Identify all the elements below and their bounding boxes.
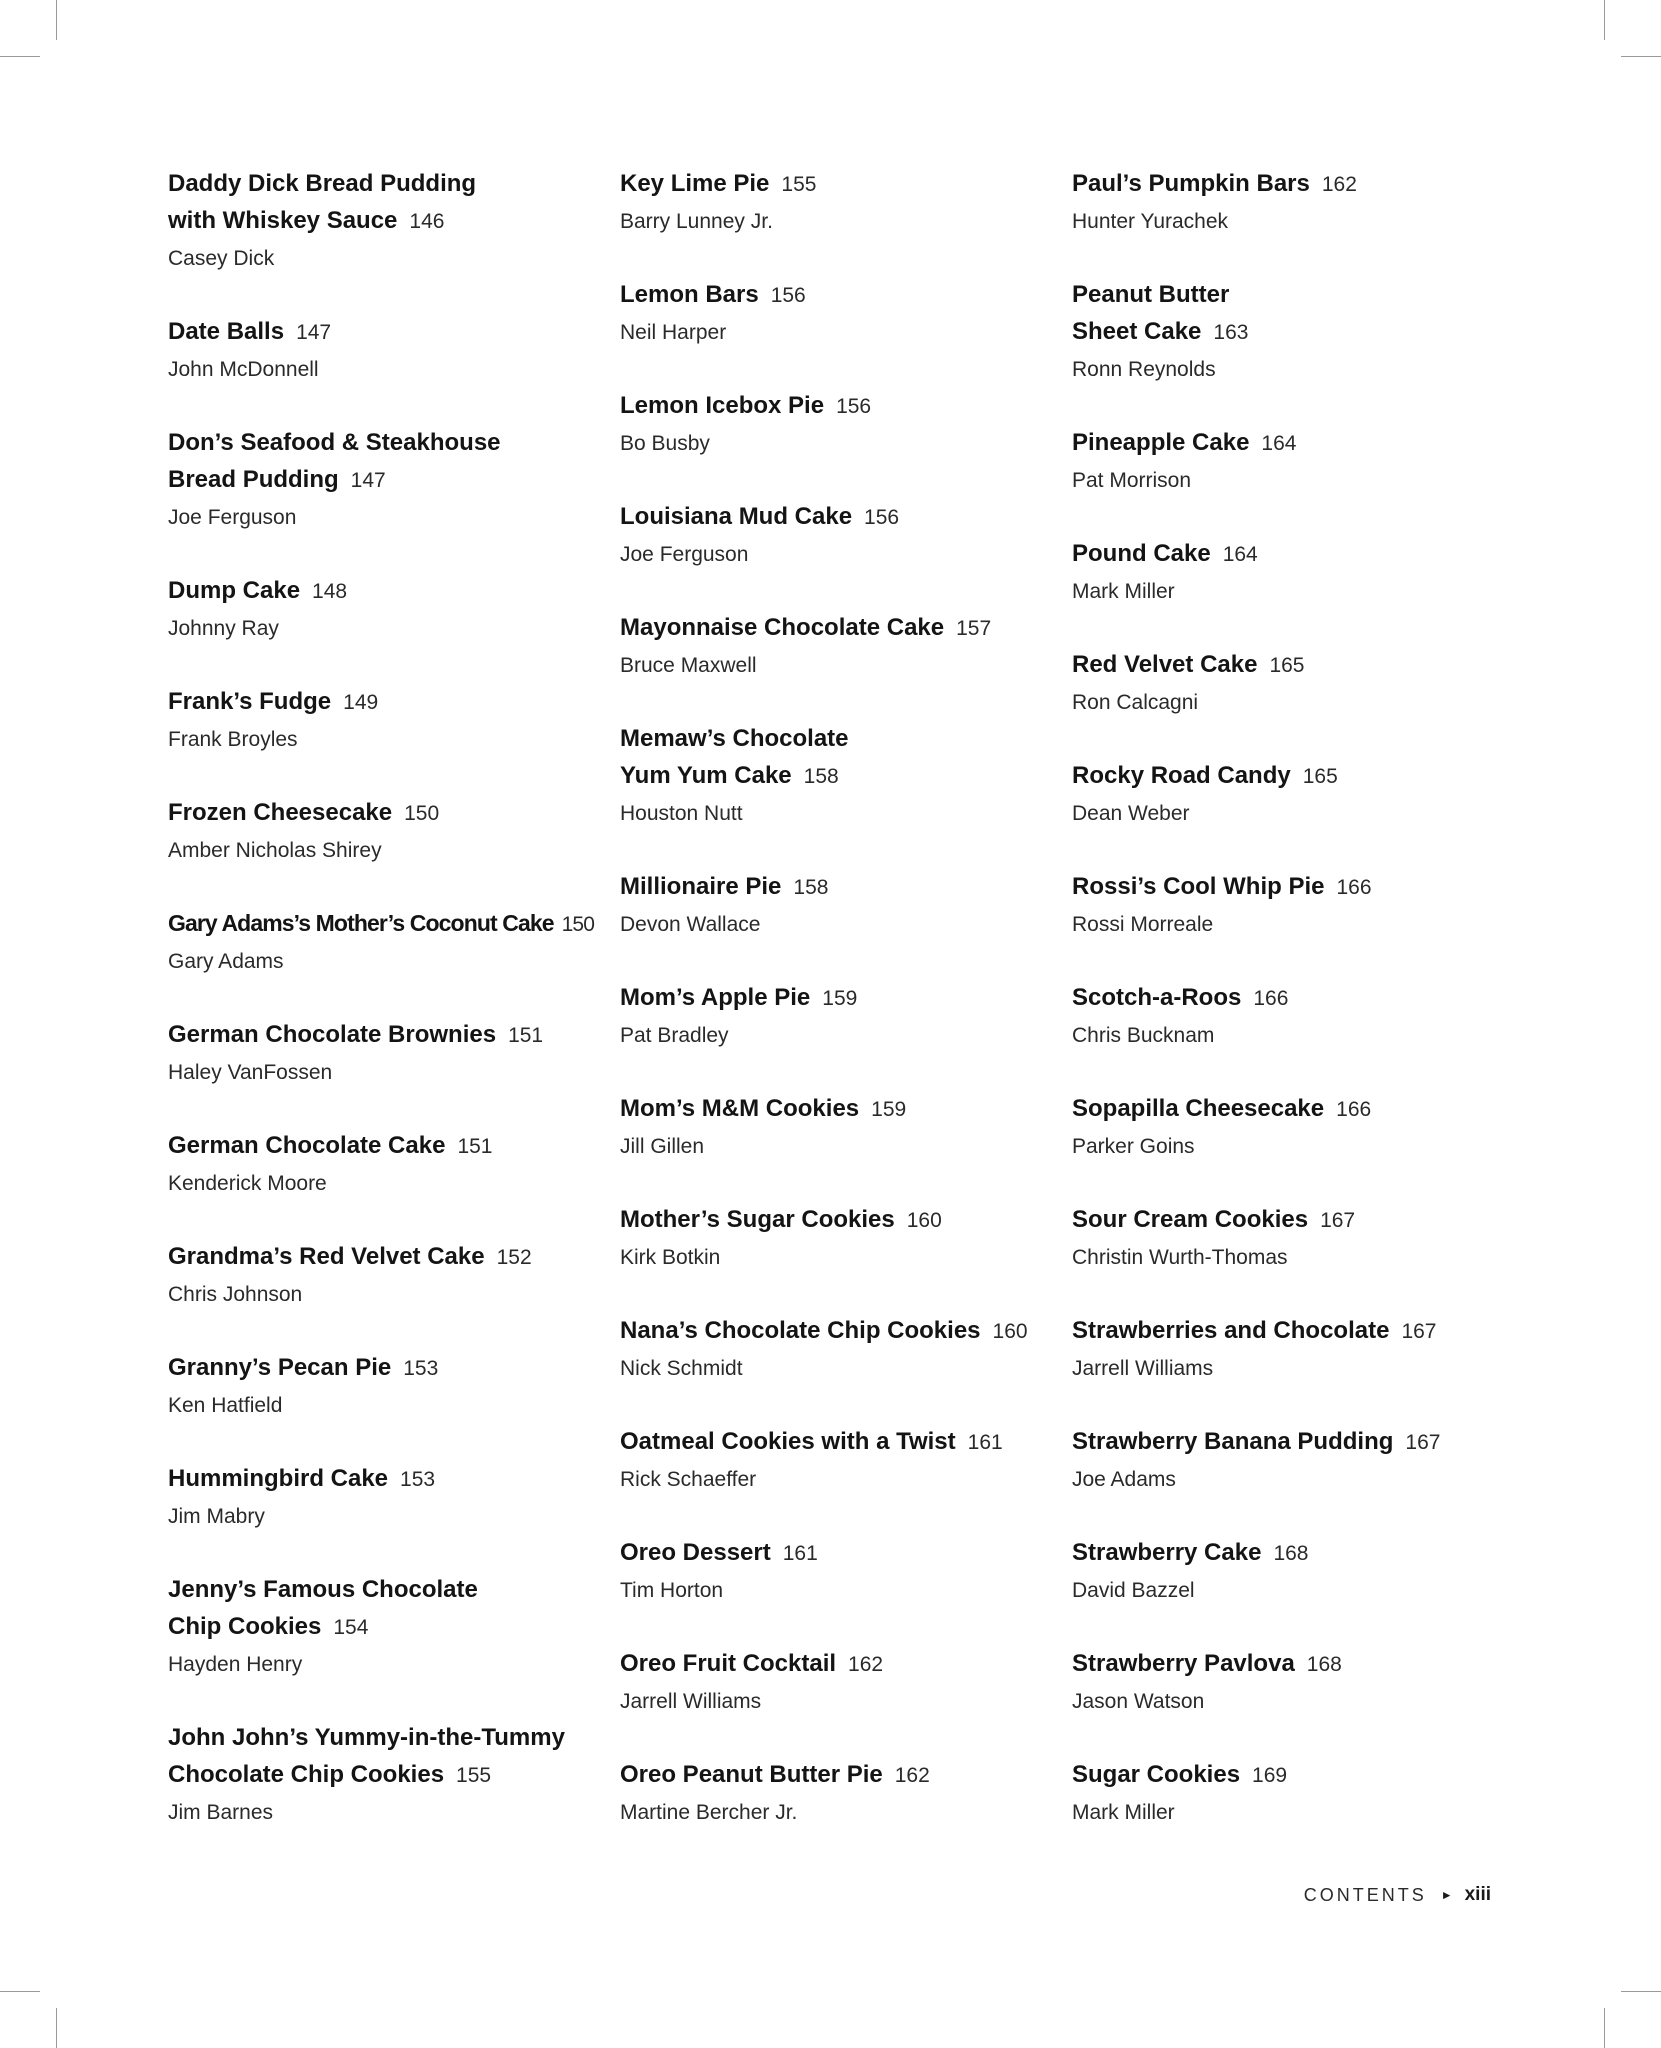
recipe-title-text: Grandma’s Red Velvet Cake — [168, 1243, 485, 1270]
page-number: 168 — [1273, 1542, 1309, 1565]
recipe-title — [1072, 1645, 1502, 1683]
recipe-title-text: with Whiskey Sauce — [168, 207, 398, 234]
page-number: 169 — [1252, 1764, 1288, 1787]
page-number: 158 — [793, 876, 829, 899]
recipe-title — [168, 1719, 598, 1794]
recipe-title — [620, 1534, 1050, 1572]
page-number: 160 — [906, 1209, 942, 1232]
recipe-title-text: Strawberry Pavlova — [1072, 1650, 1295, 1677]
page-number: 151 — [508, 1024, 544, 1047]
contents-entry — [1072, 757, 1502, 832]
recipe-title-text: Lemon Icebox Pie — [620, 392, 825, 419]
contents-entry — [620, 1645, 1050, 1720]
recipe-title — [620, 1645, 1050, 1683]
recipe-title-line — [168, 165, 598, 202]
page-number: 148 — [312, 580, 348, 603]
contributor-name: David Bazzel — [1072, 1579, 1195, 1602]
contents-entry — [1072, 868, 1502, 943]
recipe-title-text: Memaw’s Chocolate — [620, 725, 849, 752]
page-number: 154 — [333, 1616, 369, 1639]
triangle-right-icon: ► — [1440, 1888, 1453, 1902]
contributor-name: Dean Weber — [1072, 802, 1190, 825]
recipe-title-line — [620, 165, 1050, 203]
recipe-title-text: Nana’s Chocolate Chip Cookies — [620, 1317, 981, 1344]
recipe-title — [168, 165, 598, 240]
contents-entry — [620, 720, 1050, 832]
page-number: 147 — [350, 469, 386, 492]
running-footer-label: CONTENTS — [1303, 1884, 1427, 1905]
contents-entry — [620, 165, 1050, 240]
recipe-title-line — [168, 1127, 598, 1165]
recipe-title-text: Mayonnaise Chocolate Cake — [620, 614, 945, 641]
recipe-title-text: Chip Cookies — [168, 1613, 322, 1640]
contributor-name: Johnny Ray — [168, 617, 279, 640]
recipe-title-text: German Chocolate Cake — [168, 1132, 446, 1159]
page-number: 159 — [871, 1098, 907, 1121]
recipe-title — [620, 609, 1050, 647]
contents-entry — [168, 794, 598, 869]
recipe-title-text: Strawberry Banana Pudding — [1072, 1428, 1394, 1455]
recipe-title-text: Key Lime Pie — [620, 170, 770, 197]
recipe-title — [620, 1201, 1050, 1239]
crop-mark — [1604, 2008, 1605, 2048]
contributor-name: Joe Ferguson — [168, 506, 297, 529]
crop-mark — [1604, 0, 1605, 40]
recipe-title — [1072, 165, 1502, 203]
crop-mark — [1621, 56, 1661, 57]
recipe-title-line — [620, 498, 1050, 536]
recipe-title-text: Oreo Dessert — [620, 1539, 771, 1566]
recipe-title-text: Sopapilla Cheesecake — [1072, 1095, 1325, 1122]
contributor-name: Jarrell Williams — [1072, 1357, 1214, 1380]
recipe-title-text: Rocky Road Candy — [1072, 762, 1291, 789]
page-number: 158 — [803, 765, 839, 788]
recipe-title — [168, 1127, 598, 1165]
recipe-title-text: Pineapple Cake — [1072, 429, 1250, 456]
contributor-name: Ron Calcagni — [1072, 691, 1199, 714]
recipe-title-line — [168, 1571, 598, 1608]
page-number: 153 — [400, 1468, 436, 1491]
contributor-name: Mark Miller — [1072, 1801, 1175, 1824]
contents-column-2 — [620, 165, 1050, 1867]
contents-entry — [1072, 1645, 1502, 1720]
page-number: 167 — [1320, 1209, 1356, 1232]
recipe-title-text: Strawberry Cake — [1072, 1539, 1262, 1566]
crop-mark — [56, 0, 57, 40]
recipe-title-text: Rossi’s Cool Whip Pie — [1072, 873, 1325, 900]
page-number: 156 — [836, 395, 872, 418]
crop-mark — [0, 1991, 40, 1992]
recipe-title-line — [620, 387, 1050, 425]
recipe-title-line — [168, 1756, 598, 1794]
recipe-title-line — [620, 609, 1050, 647]
recipe-title-text: Louisiana Mud Cake — [620, 503, 853, 530]
page-number: 149 — [343, 691, 379, 714]
contributor-name: John McDonnell — [168, 358, 319, 381]
contents-entry — [620, 387, 1050, 462]
contents-entry — [168, 1238, 598, 1313]
recipe-title — [168, 794, 598, 832]
recipe-title — [620, 498, 1050, 536]
recipe-title-text: Don’s Seafood & Steakhouse — [168, 429, 501, 456]
page-number: 161 — [967, 1431, 1003, 1454]
page-number: 151 — [457, 1135, 493, 1158]
page-number: 150 — [404, 802, 440, 825]
contents-entry — [1072, 1423, 1502, 1498]
recipe-title-text: Red Velvet Cake — [1072, 651, 1258, 678]
recipe-title-text: Peanut Butter — [1072, 281, 1230, 308]
recipe-title-text: Jenny’s Famous Chocolate — [168, 1576, 478, 1603]
page-number: 162 — [1321, 173, 1357, 196]
page-number: 166 — [1336, 876, 1372, 899]
recipe-title-line — [1072, 1756, 1502, 1794]
page-number: 156 — [770, 284, 806, 307]
recipe-title-line — [168, 1238, 598, 1276]
page-number: 162 — [848, 1653, 884, 1676]
recipe-title-line — [620, 979, 1050, 1017]
recipe-title — [1072, 1756, 1502, 1794]
recipe-title — [620, 1756, 1050, 1794]
recipe-title — [168, 1016, 598, 1054]
contributor-name: Frank Broyles — [168, 728, 298, 751]
recipe-title-text: Bread Pudding — [168, 466, 339, 493]
recipe-title-text: Oreo Fruit Cocktail — [620, 1650, 837, 1677]
contents-entry — [1072, 646, 1502, 721]
recipe-title-text: Granny’s Pecan Pie — [168, 1354, 392, 1381]
recipe-title-line — [1072, 313, 1502, 351]
recipe-title-text: Strawberries and Chocolate — [1072, 1317, 1390, 1344]
page-number: 167 — [1401, 1320, 1437, 1343]
recipe-title — [1072, 979, 1502, 1017]
page-number: 168 — [1306, 1653, 1342, 1676]
contents-entry — [620, 276, 1050, 351]
contributor-name: Neil Harper — [620, 321, 727, 344]
contents-entry — [1072, 276, 1502, 388]
recipe-title-text: Mom’s Apple Pie — [620, 984, 811, 1011]
recipe-title-text: Frozen Cheesecake — [168, 799, 393, 826]
page-number: 167 — [1405, 1431, 1441, 1454]
recipe-title-text: Oatmeal Cookies with a Twist — [620, 1428, 956, 1455]
recipe-title-line — [1072, 1312, 1502, 1350]
contents-entry — [168, 1719, 598, 1831]
contributor-name: Amber Nicholas Shirey — [168, 839, 382, 862]
recipe-title-text: Sugar Cookies — [1072, 1761, 1241, 1788]
recipe-title-text: Frank’s Fudge — [168, 688, 332, 715]
recipe-title-line — [1072, 1423, 1502, 1461]
recipe-title-line — [1072, 646, 1502, 684]
recipe-title — [1072, 1201, 1502, 1239]
recipe-title — [620, 276, 1050, 314]
contributor-name: Martine Bercher Jr. — [620, 1801, 798, 1824]
contributor-name: Chris Johnson — [168, 1283, 303, 1306]
recipe-title-line — [168, 1460, 598, 1498]
recipe-title-line — [620, 868, 1050, 906]
contributor-name: Jill Gillen — [620, 1135, 705, 1158]
page-number: 150 — [561, 913, 594, 936]
contributor-name: Chris Bucknam — [1072, 1024, 1215, 1047]
page-number: 159 — [822, 987, 858, 1010]
contributor-name: Jason Watson — [1072, 1690, 1205, 1713]
recipe-title-line — [620, 1201, 1050, 1239]
recipe-title-text: Dump Cake — [168, 577, 301, 604]
page-number: 157 — [956, 617, 992, 640]
contents-entry — [620, 1423, 1050, 1498]
page-number: 160 — [992, 1320, 1028, 1343]
contents-entry — [168, 1571, 598, 1683]
contributor-name: Haley VanFossen — [168, 1061, 333, 1084]
contributor-name: Ken Hatfield — [168, 1394, 283, 1417]
recipe-title-line — [620, 276, 1050, 314]
contributor-name: Houston Nutt — [620, 802, 743, 825]
recipe-title-line — [168, 202, 598, 240]
page-number: 166 — [1253, 987, 1289, 1010]
recipe-title — [620, 1312, 1050, 1350]
recipe-title-text: Paul’s Pumpkin Bars — [1072, 170, 1310, 197]
recipe-title — [1072, 535, 1502, 573]
contributor-name: Joe Ferguson — [620, 543, 749, 566]
contributor-name: Bruce Maxwell — [620, 654, 757, 677]
recipe-title-text: Date Balls — [168, 318, 285, 345]
contributor-name: Rick Schaeffer — [620, 1468, 757, 1491]
contents-entry — [1072, 1090, 1502, 1165]
recipe-title — [620, 165, 1050, 203]
recipe-title — [620, 979, 1050, 1017]
crop-mark — [1621, 1991, 1661, 1992]
recipe-title-line — [1072, 1534, 1502, 1572]
contents-entry — [168, 1460, 598, 1535]
recipe-title — [1072, 276, 1502, 351]
recipe-title-line — [168, 1608, 598, 1646]
contents-entry — [620, 979, 1050, 1054]
recipe-title-line — [1072, 1090, 1502, 1128]
contents-entry — [168, 1016, 598, 1091]
recipe-title — [620, 387, 1050, 425]
contents-entry — [1072, 979, 1502, 1054]
recipe-title-text: Millionaire Pie — [620, 873, 782, 900]
contents-entry — [620, 1756, 1050, 1831]
recipe-title-text: Oreo Peanut Butter Pie — [620, 1761, 883, 1788]
contributor-name: Hayden Henry — [168, 1653, 303, 1676]
recipe-title-text: Hummingbird Cake — [168, 1465, 389, 1492]
crop-mark — [56, 2008, 57, 2048]
contents-entry — [620, 1312, 1050, 1387]
recipe-title-text: Mother’s Sugar Cookies — [620, 1206, 895, 1233]
recipe-title-text: Sour Cream Cookies — [1072, 1206, 1309, 1233]
contributor-name: Casey Dick — [168, 247, 275, 270]
contributor-name: Pat Morrison — [1072, 469, 1192, 492]
contents-entry — [1072, 535, 1502, 610]
contributor-name: Joe Adams — [1072, 1468, 1176, 1491]
crop-mark — [0, 56, 40, 57]
recipe-title-line — [620, 1756, 1050, 1794]
contents-entry — [168, 165, 598, 277]
recipe-title-text: Lemon Bars — [620, 281, 759, 308]
page-number: 162 — [894, 1764, 930, 1787]
recipe-title — [1072, 424, 1502, 462]
contents-entry — [1072, 424, 1502, 499]
contents-entry — [1072, 1534, 1502, 1609]
contents-entry — [168, 1349, 598, 1424]
recipe-title-line — [168, 683, 598, 721]
page-number: 166 — [1336, 1098, 1372, 1121]
page-number: 165 — [1302, 765, 1338, 788]
contributor-name: Barry Lunney Jr. — [620, 210, 773, 233]
recipe-title-line — [168, 794, 598, 832]
contents-entry — [1072, 1312, 1502, 1387]
contributor-name: Jim Mabry — [168, 1505, 265, 1528]
contributor-name: Parker Goins — [1072, 1135, 1195, 1158]
contributor-name: Kenderick Moore — [168, 1172, 327, 1195]
recipe-title — [620, 1423, 1050, 1461]
recipe-title — [1072, 1423, 1502, 1461]
contents-entry — [620, 498, 1050, 573]
recipe-title — [1072, 1312, 1502, 1350]
recipe-title — [1072, 1534, 1502, 1572]
recipe-title-line — [620, 1423, 1050, 1461]
contributor-name: Kirk Botkin — [620, 1246, 721, 1269]
page-number: 161 — [782, 1542, 818, 1565]
page-number: 147 — [296, 321, 332, 344]
page-number: xiii — [1464, 1884, 1491, 1905]
contents-entry — [620, 1090, 1050, 1165]
contents-entry — [1072, 1201, 1502, 1276]
contents-entry — [620, 609, 1050, 684]
recipe-title-line — [168, 1016, 598, 1054]
page-number: 153 — [403, 1357, 439, 1380]
recipe-title-line — [620, 757, 1050, 795]
recipe-title-line — [620, 1645, 1050, 1683]
recipe-title-text: Sheet Cake — [1072, 318, 1202, 345]
recipe-title — [1072, 868, 1502, 906]
recipe-title-line — [168, 1719, 598, 1756]
recipe-title-text: Gary Adams’s Mother’s Coconut Cake — [168, 910, 554, 936]
recipe-title — [1072, 757, 1502, 795]
contributor-name: Rossi Morreale — [1072, 913, 1214, 936]
recipe-title-text: Yum Yum Cake — [620, 762, 792, 789]
recipe-title-line — [1072, 979, 1502, 1017]
recipe-title-line — [168, 461, 598, 499]
contributor-name: Tim Horton — [620, 1579, 724, 1602]
recipe-title — [620, 1090, 1050, 1128]
contents-entry — [1072, 1756, 1502, 1831]
page-number: 156 — [864, 506, 900, 529]
contributor-name: Christin Wurth-Thomas — [1072, 1246, 1288, 1269]
recipe-title-line — [1072, 165, 1502, 203]
recipe-title — [168, 1460, 598, 1498]
recipe-title-line — [168, 572, 598, 610]
page-number: 164 — [1222, 543, 1258, 566]
recipe-title-line — [168, 424, 598, 461]
recipe-title — [1072, 646, 1502, 684]
contributor-name: Jarrell Williams — [620, 1690, 762, 1713]
contributor-name: Nick Schmidt — [620, 1357, 743, 1380]
recipe-title-text: Scotch-a-Roos — [1072, 984, 1242, 1011]
contributor-name: Ronn Reynolds — [1072, 358, 1216, 381]
recipe-title-line — [1072, 868, 1502, 906]
recipe-title — [620, 720, 1050, 795]
contributor-name: Hunter Yurachek — [1072, 210, 1229, 233]
contents-entry — [620, 1201, 1050, 1276]
contents-entry — [168, 683, 598, 758]
recipe-title-line — [168, 905, 598, 943]
recipe-title-line — [1072, 535, 1502, 573]
contributor-name: Jim Barnes — [168, 1801, 274, 1824]
recipe-title-line — [620, 1534, 1050, 1572]
page-number: 165 — [1269, 654, 1305, 677]
recipe-title-text: German Chocolate Brownies — [168, 1021, 497, 1048]
recipe-title-line — [168, 1349, 598, 1387]
recipe-title-line — [168, 313, 598, 351]
contributor-name: Gary Adams — [168, 950, 284, 973]
recipe-title — [168, 1349, 598, 1387]
recipe-title-line — [1072, 1645, 1502, 1683]
recipe-title-line — [1072, 424, 1502, 462]
contents-column-3 — [1072, 165, 1502, 1867]
contents-entry — [168, 313, 598, 388]
contributor-name: Devon Wallace — [620, 913, 761, 936]
contents-column-1 — [168, 165, 598, 1867]
page-number: 152 — [496, 1246, 532, 1269]
recipe-title — [168, 424, 598, 499]
page-number: 155 — [456, 1764, 492, 1787]
recipe-title-text: John John’s Yummy-in-the-Tummy — [168, 1724, 565, 1751]
recipe-title — [168, 1238, 598, 1276]
recipe-title-line — [620, 1312, 1050, 1350]
contents-entry — [168, 424, 598, 536]
recipe-title — [168, 572, 598, 610]
contributor-name: Bo Busby — [620, 432, 710, 455]
contents-entry — [168, 572, 598, 647]
contents-entry — [620, 1534, 1050, 1609]
contributor-name: Mark Miller — [1072, 580, 1175, 603]
page-footer — [1304, 1884, 1491, 1906]
recipe-title-line — [1072, 1201, 1502, 1239]
recipe-title — [168, 683, 598, 721]
contents-entry — [1072, 165, 1502, 240]
recipe-title-text: Chocolate Chip Cookies — [168, 1761, 445, 1788]
recipe-title-line — [620, 720, 1050, 757]
recipe-title-text: Mom’s M&M Cookies — [620, 1095, 860, 1122]
recipe-title — [168, 313, 598, 351]
recipe-title-text: Daddy Dick Bread Pudding — [168, 170, 477, 197]
page-number: 146 — [409, 210, 445, 233]
recipe-title-line — [620, 1090, 1050, 1128]
recipe-title-text: Pound Cake — [1072, 540, 1211, 567]
recipe-title — [620, 868, 1050, 906]
contents-entry — [168, 905, 598, 980]
contributor-name: Pat Bradley — [620, 1024, 729, 1047]
recipe-title-line — [1072, 276, 1502, 313]
page-number: 163 — [1213, 321, 1249, 344]
recipe-title — [168, 905, 598, 943]
recipe-title-line — [1072, 757, 1502, 795]
page-number: 164 — [1261, 432, 1297, 455]
page-number: 155 — [781, 173, 817, 196]
recipe-title — [1072, 1090, 1502, 1128]
contents-entry — [168, 1127, 598, 1202]
recipe-title — [168, 1571, 598, 1646]
contents-entry — [620, 868, 1050, 943]
